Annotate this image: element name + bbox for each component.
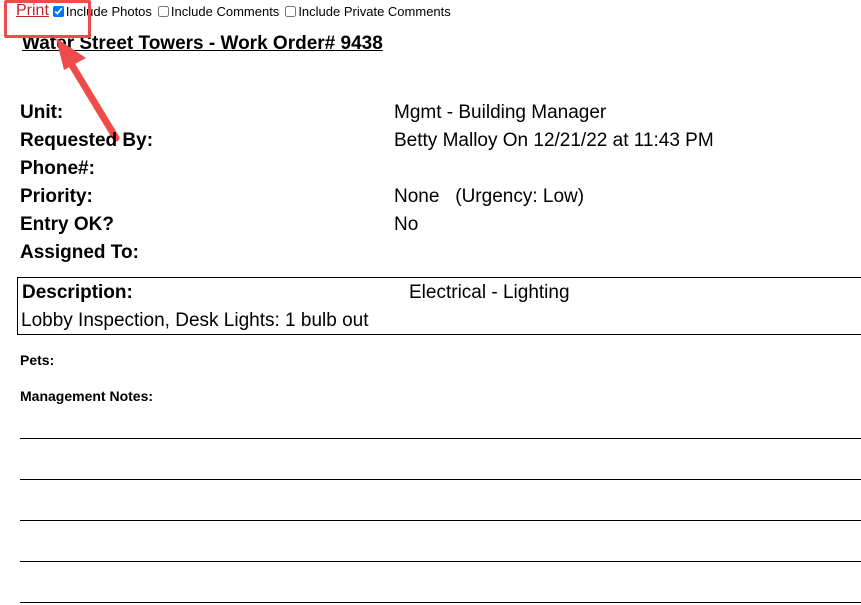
notes-line <box>20 520 861 521</box>
field-requested-by <box>20 130 714 152</box>
work-order-title: Water Street Towers - Work Order# 9438 <box>22 33 383 54</box>
description-text: Lobby Inspection, Desk Lights: 1 bulb out <box>21 310 369 331</box>
field-label: Unit: <box>20 102 64 123</box>
field-label: Priority: <box>20 186 93 207</box>
description-label: Description: <box>22 282 133 303</box>
notes-line <box>20 561 861 562</box>
notes-line <box>20 479 861 480</box>
field-priority <box>20 186 584 208</box>
field-phone <box>20 158 394 180</box>
field-value: No <box>394 214 419 235</box>
field-assigned-to <box>20 242 394 264</box>
description-box <box>17 277 861 335</box>
include-private-comments-option[interactable] <box>285 4 450 19</box>
field-label: Phone#: <box>20 158 95 179</box>
field-label: Requested By: <box>20 130 154 151</box>
include-comments-label: Include Comments <box>170 3 280 19</box>
field-label: Entry OK? <box>20 214 114 235</box>
include-photos-label: Include Photos <box>65 3 152 19</box>
notes-line <box>20 438 861 439</box>
field-unit <box>20 102 606 124</box>
field-value: Betty Malloy On 12/21/22 at 11:43 PM <box>394 130 714 151</box>
description-category: Electrical - Lighting <box>409 282 570 303</box>
print-link[interactable]: Print <box>16 2 49 19</box>
notes-line <box>20 602 861 603</box>
field-entry-ok <box>20 214 418 236</box>
include-private-comments-checkbox[interactable] <box>285 6 296 17</box>
pets-label: Pets: <box>20 352 55 368</box>
field-value: None (Urgency: Low) <box>394 186 585 207</box>
management-notes-label: Management Notes: <box>20 388 154 404</box>
include-private-comments-label: Include Private Comments <box>298 3 451 19</box>
field-value: Mgmt - Building Manager <box>394 102 607 123</box>
field-label: Assigned To: <box>20 242 139 263</box>
